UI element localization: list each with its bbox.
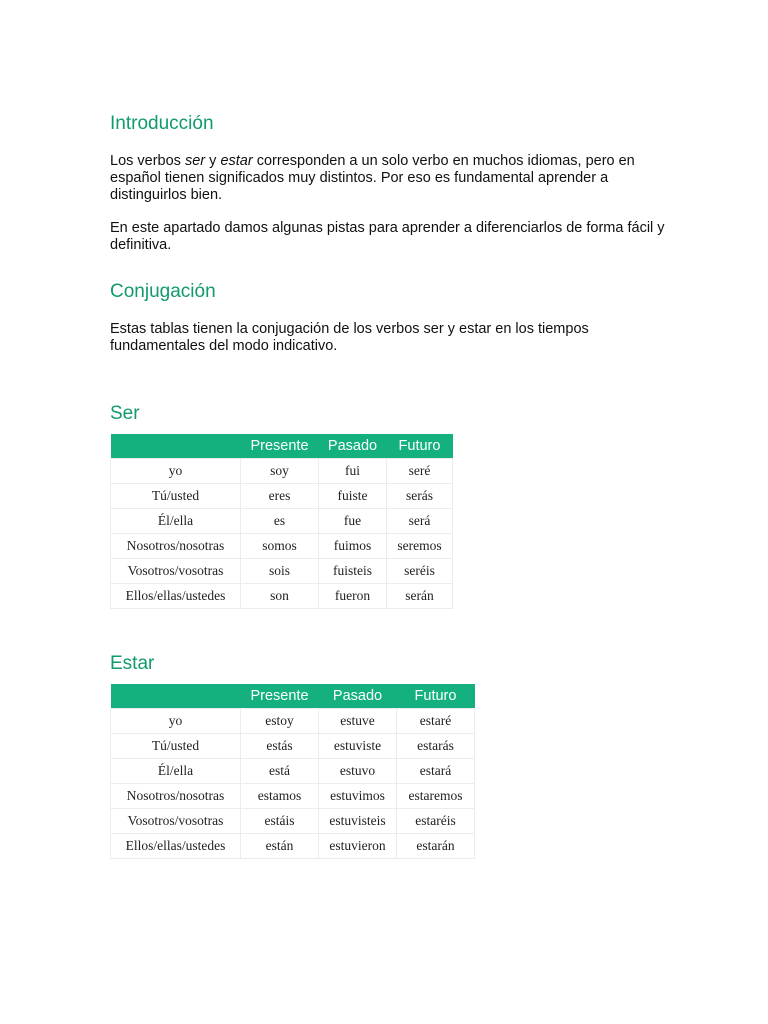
ser-header-row xyxy=(111,434,453,459)
table-cell: estuvisteis xyxy=(319,809,397,834)
table-cell: está xyxy=(241,759,319,784)
estar-heading: Estar xyxy=(110,653,155,674)
table-row xyxy=(111,709,475,734)
ser-col-presente: Presente xyxy=(241,434,319,459)
table-cell: seremos xyxy=(387,534,453,559)
table-cell: Él/ella xyxy=(111,509,241,534)
intro-p1-end: corresponden a un solo verbo en muchos idiomas, pero en español tienen significados muy distintos. Por eso es fundamental aprender a distinguirlos bien. xyxy=(110,153,635,203)
table-row xyxy=(111,734,475,759)
estar-col-futuro: Futuro xyxy=(397,684,475,709)
table-cell: estaré xyxy=(397,709,475,734)
table-cell: serás xyxy=(387,484,453,509)
ser-col-futuro: Futuro xyxy=(387,434,453,459)
table-cell: estuvimos xyxy=(319,784,397,809)
table-row xyxy=(111,509,453,534)
intro-paragraph-1 xyxy=(110,153,670,204)
table-row xyxy=(111,809,475,834)
table-cell: Ellos/ellas/ustedes xyxy=(111,834,241,859)
ser-col-person xyxy=(111,434,241,459)
table-cell: estarán xyxy=(397,834,475,859)
intro-heading: Introducción xyxy=(110,113,214,134)
table-cell: estará xyxy=(397,759,475,784)
table-cell: estuvieron xyxy=(319,834,397,859)
table-cell: Ellos/ellas/ustedes xyxy=(111,584,241,609)
table-cell: estuve xyxy=(319,709,397,734)
conjugacion-paragraph: Estas tablas tienen la conjugación de los verbos ser y estar en los tiempos fundamentales del modo indicativo. xyxy=(110,321,589,354)
intro-p1-ser: ser xyxy=(184,153,206,169)
table-cell: fuiste xyxy=(319,484,387,509)
intro-p1-y: y xyxy=(205,153,221,169)
table-cell: estamos xyxy=(241,784,319,809)
table-cell: es xyxy=(241,509,319,534)
conjugacion-heading: Conjugación xyxy=(110,281,216,302)
table-cell: Vosotros/vosotras xyxy=(111,559,241,584)
estar-table xyxy=(110,684,475,859)
table-cell: estaremos xyxy=(397,784,475,809)
estar-col-person xyxy=(111,684,241,709)
table-row xyxy=(111,559,453,584)
table-cell: Él/ella xyxy=(111,759,241,784)
table-cell: estáis xyxy=(241,809,319,834)
table-cell: somos xyxy=(241,534,319,559)
intro-p1-estar: estar xyxy=(220,153,253,169)
ser-col-pasado: Pasado xyxy=(319,434,387,459)
table-cell: Tú/usted xyxy=(111,734,241,759)
ser-heading: Ser xyxy=(110,403,140,424)
table-row xyxy=(111,534,453,559)
intro-paragraph-2: En este apartado damos algunas pistas para aprender a diferenciarlos de forma fácil y definitiva. xyxy=(110,220,665,253)
table-cell: eres xyxy=(241,484,319,509)
table-cell: seréis xyxy=(387,559,453,584)
table-row xyxy=(111,584,453,609)
estar-col-presente: Presente xyxy=(241,684,319,709)
table-cell: serán xyxy=(387,584,453,609)
table-cell: estuvo xyxy=(319,759,397,784)
table-cell: fueron xyxy=(319,584,387,609)
table-cell: fue xyxy=(319,509,387,534)
estar-col-pasado: Pasado xyxy=(319,684,397,709)
table-cell: Nosotros/nosotras xyxy=(111,534,241,559)
table-cell: Vosotros/vosotras xyxy=(111,809,241,834)
table-cell: fuisteis xyxy=(319,559,387,584)
table-cell: Nosotros/nosotras xyxy=(111,784,241,809)
table-cell: fui xyxy=(319,459,387,484)
table-row xyxy=(111,834,475,859)
table-cell: yo xyxy=(111,709,241,734)
table-cell: seré xyxy=(387,459,453,484)
table-cell: estuviste xyxy=(319,734,397,759)
table-cell: soy xyxy=(241,459,319,484)
table-row xyxy=(111,759,475,784)
table-cell: fuimos xyxy=(319,534,387,559)
table-cell: están xyxy=(241,834,319,859)
intro-p1-start: Los verbos xyxy=(110,153,185,169)
table-row xyxy=(111,459,453,484)
table-cell: son xyxy=(241,584,319,609)
table-cell: estás xyxy=(241,734,319,759)
estar-header-row xyxy=(111,684,475,709)
ser-table xyxy=(110,434,453,609)
table-cell: será xyxy=(387,509,453,534)
table-cell: yo xyxy=(111,459,241,484)
table-cell: estoy xyxy=(241,709,319,734)
table-cell: estarás xyxy=(397,734,475,759)
table-cell: Tú/usted xyxy=(111,484,241,509)
table-row xyxy=(111,784,475,809)
table-cell: estaréis xyxy=(397,809,475,834)
table-row xyxy=(111,484,453,509)
table-cell: sois xyxy=(241,559,319,584)
